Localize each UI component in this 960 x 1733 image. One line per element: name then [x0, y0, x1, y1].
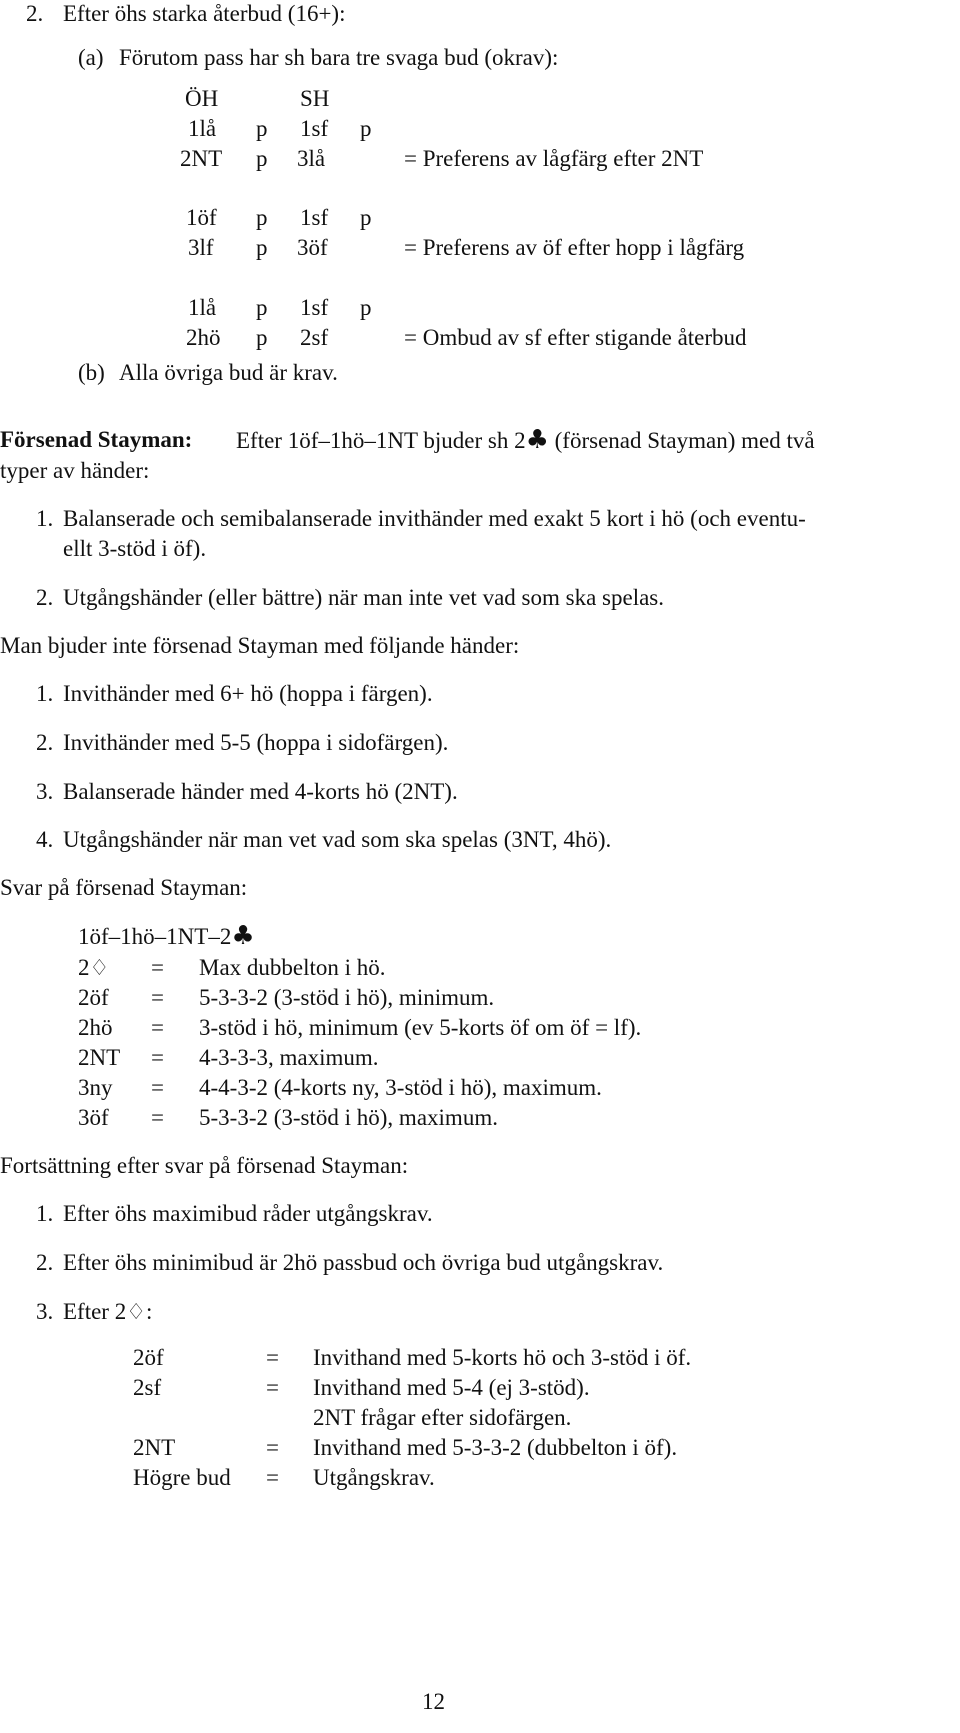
- bid-cell: 2NT: [180, 146, 223, 171]
- list-number: 2.: [36, 730, 54, 755]
- diamond-icon: ♢: [126, 1300, 146, 1325]
- list-item: Invithänder med 5-5 (hoppa i sidofärgen).: [63, 730, 449, 755]
- answers-heading: Svar på försenad Stayman:: [0, 875, 248, 900]
- bid-cell: 1sf: [300, 295, 329, 320]
- answer-bid: 3ny: [78, 1075, 113, 1100]
- not-used-heading: Man bjuder inte försenad Stayman med följande händer:: [0, 633, 520, 658]
- list-item: Balanserade och semibalanserade invithänder med exakt 5 kort i hö (och eventu-: [63, 506, 806, 531]
- answers-sequence: 1öf–1hö–1NT–2♣: [78, 921, 255, 951]
- bid-cell: p: [256, 116, 268, 141]
- bid-meaning: = Ombud av sf efter stigande återbud: [404, 325, 747, 350]
- continuation-meaning: Invithand med 5-3-3-2 (dubbelton i öf).: [313, 1435, 678, 1460]
- list-number: 3.: [36, 1299, 54, 1324]
- item-b-label: (b): [78, 360, 105, 385]
- answer-meaning: Max dubbelton i hö.: [199, 955, 386, 980]
- answer-meaning: 5-3-3-2 (3-stöd i hö), maximum.: [199, 1105, 498, 1130]
- answer-eq: =: [151, 1105, 164, 1130]
- bid-cell: p: [256, 205, 268, 230]
- list-number: 4.: [36, 827, 54, 852]
- answer-meaning: 5-3-3-2 (3-stöd i hö), minimum.: [199, 985, 495, 1010]
- item-a-text: Förutom pass har sh bara tre svaga bud (okrav):: [119, 45, 559, 70]
- answer-eq: =: [151, 1015, 164, 1040]
- continuation-heading: Fortsättning efter svar på försenad Stayman:: [0, 1153, 409, 1178]
- list-number: 2.: [36, 585, 54, 610]
- diamond-icon: ♢: [89, 956, 110, 981]
- delayed-stayman-heading: Försenad Stayman:: [0, 427, 193, 452]
- list-item: Balanserade händer med 4-korts hö (2NT).: [63, 779, 458, 804]
- section-number: 2.: [26, 1, 44, 26]
- delayed-stayman-intro: Efter 1öf–1hö–1NT bjuder sh 2♣ (försenad Stayman) med två: [236, 425, 815, 455]
- answer-meaning: 4-4-3-2 (4-korts ny, 3-stöd i hö), maximum.: [199, 1075, 602, 1100]
- bid-cell: p: [256, 235, 268, 260]
- answer-bid: 2öf: [78, 985, 109, 1010]
- bid-cell: p: [256, 295, 268, 320]
- continuation-meaning: Invithand med 5-4 (ej 3-stöd).: [313, 1375, 590, 1400]
- list-item: Efter öhs maximibud råder utgångskrav.: [63, 1201, 433, 1226]
- list-number: 1.: [36, 681, 54, 706]
- continuation-meaning: Utgångskrav.: [313, 1465, 435, 1490]
- list-item: Efter öhs minimibud är 2hö passbud och övriga bud utgångskrav.: [63, 1250, 664, 1275]
- continuation-eq: =: [266, 1435, 279, 1460]
- answer-eq: =: [151, 1075, 164, 1100]
- answer-bid: 2hö: [78, 1015, 113, 1040]
- bid-head-sh: SH: [300, 86, 330, 111]
- list-number: 3.: [36, 779, 54, 804]
- list-item: Utgångshänder när man vet vad som ska spelas (3NT, 4hö).: [63, 827, 612, 852]
- item-b-text: Alla övriga bud är krav.: [119, 360, 338, 385]
- bid-cell: p: [256, 146, 268, 171]
- list-number: 1.: [36, 1201, 54, 1226]
- answer-meaning: 4-3-3-3, maximum.: [199, 1045, 379, 1070]
- club-icon: ♣: [231, 921, 255, 951]
- bid-cell: 2hö: [186, 325, 221, 350]
- bid-meaning: = Preferens av öf efter hopp i lågfärg: [404, 235, 745, 260]
- bid-cell: 1sf: [300, 205, 329, 230]
- bid-cell: p: [360, 295, 372, 320]
- bid-meaning: = Preferens av lågfärg efter 2NT: [404, 146, 704, 171]
- answer-bid: 2NT: [78, 1045, 121, 1070]
- answer-bid: 2♢: [78, 955, 110, 981]
- bid-cell: 3lf: [188, 235, 214, 260]
- bid-cell: 1lå: [188, 116, 217, 141]
- section-heading: Efter öhs starka återbud (16+):: [63, 1, 346, 26]
- answer-eq: =: [151, 985, 164, 1010]
- bid-head-oh: ÖH: [185, 86, 219, 111]
- bid-cell: 3öf: [297, 235, 328, 260]
- delayed-stayman-intro-line2: typer av händer:: [0, 458, 150, 483]
- bid-cell: p: [256, 325, 268, 350]
- page-number: 12: [422, 1689, 445, 1714]
- continuation-meaning: 2NT frågar efter sidofärgen.: [313, 1405, 572, 1430]
- club-icon: ♣: [525, 425, 549, 455]
- list-number: 2.: [36, 1250, 54, 1275]
- continuation-bid: 2öf: [133, 1345, 164, 1370]
- answer-eq: =: [151, 955, 164, 980]
- continuation-eq: =: [266, 1465, 279, 1490]
- answer-meaning: 3-stöd i hö, minimum (ev 5-korts öf om öf = lf).: [199, 1015, 642, 1040]
- answer-eq: =: [151, 1045, 164, 1070]
- bid-cell: 1öf: [186, 205, 217, 230]
- bid-cell: 2sf: [300, 325, 329, 350]
- list-number: 1.: [36, 506, 54, 531]
- list-item: Invithänder med 6+ hö (hoppa i färgen).: [63, 681, 433, 706]
- bid-cell: p: [360, 205, 372, 230]
- continuation-meaning: Invithand med 5-korts hö och 3-stöd i öf.: [313, 1345, 692, 1370]
- continuation-eq: =: [266, 1345, 279, 1370]
- list-item-continuation: ellt 3-stöd i öf).: [63, 536, 207, 561]
- continuation-eq: =: [266, 1375, 279, 1400]
- list-item: Utgångshänder (eller bättre) när man inte vet vad som ska spelas.: [63, 585, 664, 610]
- item-a-label: (a): [78, 45, 104, 70]
- bid-cell: 1lå: [188, 295, 217, 320]
- list-item: Efter 2♢:: [63, 1299, 153, 1325]
- continuation-bid: Högre bud: [133, 1465, 231, 1490]
- bid-cell: 3lå: [297, 146, 326, 171]
- continuation-bid: 2sf: [133, 1375, 162, 1400]
- bid-cell: p: [360, 116, 372, 141]
- bid-cell: 1sf: [300, 116, 329, 141]
- answer-bid: 3öf: [78, 1105, 109, 1130]
- continuation-bid: 2NT: [133, 1435, 176, 1460]
